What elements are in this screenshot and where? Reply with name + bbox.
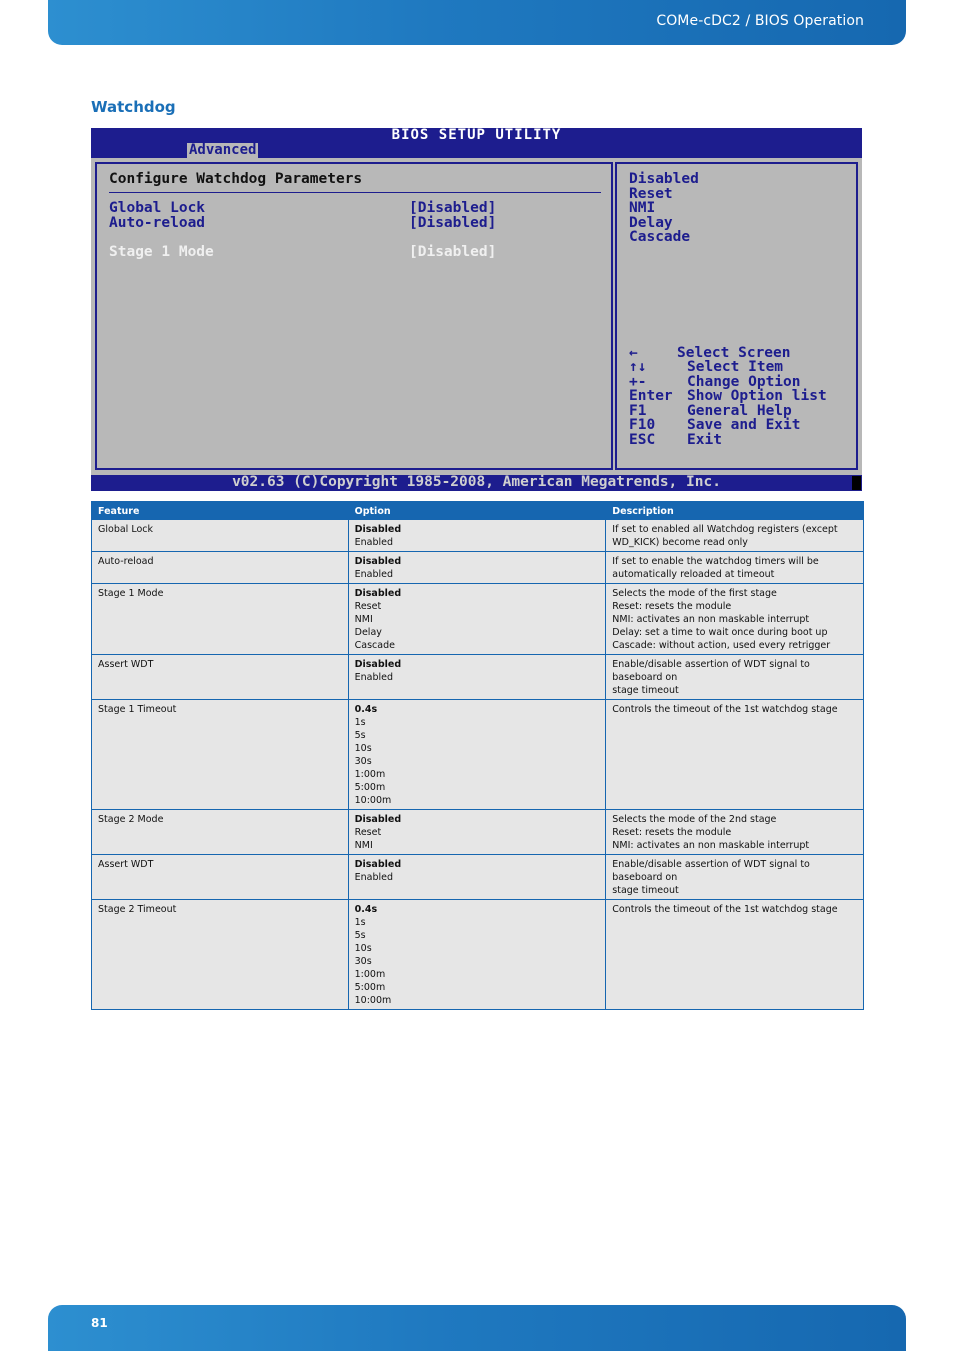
- description-line: If set to enabled all Watchdog registers (except: [612, 524, 838, 535]
- option-cell: [348, 900, 606, 1010]
- tab-advanced[interactable]: Advanced: [189, 142, 257, 158]
- feature-name: Stage 2 Mode: [98, 814, 164, 825]
- bios-title: BIOS SETUP UTILITY: [391, 127, 562, 143]
- description-cell: [606, 900, 864, 1010]
- option-value: 30s: [354, 956, 372, 967]
- feature-name: Stage 1 Mode: [98, 588, 164, 599]
- table-header-row: [92, 502, 864, 520]
- option-value: 10:00m: [354, 995, 392, 1006]
- description-cell: [606, 584, 864, 655]
- option-value: Delay: [354, 627, 382, 638]
- option-value: 5s: [354, 730, 366, 741]
- option-value: Reset: [354, 601, 382, 612]
- column-header-feature: Feature: [92, 502, 349, 520]
- table-row: [92, 700, 864, 810]
- feature-cell: [92, 900, 349, 1010]
- option-value: 5:00m: [354, 982, 386, 993]
- option-cell: [348, 584, 606, 655]
- description-line: Reset: resets the module: [612, 827, 732, 838]
- option-value: Reset: [354, 827, 382, 838]
- key-enter: Enter: [629, 388, 673, 404]
- option-value: 1:00m: [354, 769, 386, 780]
- option-value: NMI: [354, 840, 373, 851]
- option-value: Enabled: [354, 569, 394, 580]
- option-nmi[interactable]: NMI: [629, 200, 656, 216]
- description-line: NMI: activates an non maskable interrupt: [612, 614, 810, 625]
- column-header-option: Option: [348, 502, 606, 520]
- description-line: Controls the timeout of the 1st watchdog stage: [612, 904, 838, 915]
- text-cursor: [852, 476, 861, 490]
- feature-cell: [92, 855, 349, 900]
- option-delay[interactable]: Delay: [629, 215, 673, 231]
- option-cell: [348, 810, 606, 855]
- setting-stage1-mode-value[interactable]: [Disabled]: [409, 244, 497, 260]
- option-value: 5s: [354, 930, 366, 941]
- option-cell: [348, 552, 606, 584]
- description-line: Enable/disable assertion of WDT signal to baseboard on: [612, 659, 810, 683]
- key-help-show-option-list: Show Option list: [687, 388, 827, 404]
- table-row: [92, 810, 864, 855]
- feature-name: Auto-reload: [98, 556, 154, 567]
- page-number: 81: [91, 1316, 108, 1330]
- description-cell: [606, 855, 864, 900]
- table-row: [92, 584, 864, 655]
- bios-separator: [109, 192, 601, 193]
- description-line: Selects the mode of the 2nd stage: [612, 814, 777, 825]
- description-line: Controls the timeout of the 1st watchdog stage: [612, 704, 838, 715]
- description-line: Enable/disable assertion of WDT signal to baseboard on: [612, 859, 810, 883]
- description-line: NMI: activates an non maskable interrupt: [612, 840, 810, 851]
- option-value: NMI: [354, 614, 373, 625]
- bios-header: [91, 128, 862, 158]
- description-line: If set to enable the watchdog timers will be: [612, 556, 819, 567]
- header-banner: [48, 0, 906, 45]
- footer-banner: [48, 1305, 906, 1351]
- feature-cell: [92, 552, 349, 584]
- description-line: Cascade: without action, used every retrigger: [612, 640, 831, 651]
- feature-cell: [92, 520, 349, 552]
- description-cell: [606, 700, 864, 810]
- feature-name: Assert WDT: [98, 859, 154, 870]
- watchdog-options-table: [91, 501, 864, 1010]
- setting-stage1-mode-label[interactable]: Stage 1 Mode: [109, 244, 214, 260]
- key-help-select-screen: Select Screen: [677, 345, 791, 361]
- description-cell: [606, 655, 864, 700]
- feature-cell: [92, 584, 349, 655]
- option-value: 10s: [354, 743, 372, 754]
- description-line: Reset: resets the module: [612, 601, 732, 612]
- setting-global-lock-value[interactable]: [Disabled]: [409, 200, 497, 216]
- key-esc: ESC: [629, 432, 656, 448]
- option-cell: [348, 655, 606, 700]
- bios-settings-panel: [95, 162, 613, 470]
- bios-panel-title: Configure Watchdog Parameters: [109, 171, 363, 187]
- option-value: 1s: [354, 917, 366, 928]
- description-line: stage timeout: [612, 685, 679, 696]
- default-option: 0.4s: [354, 904, 378, 915]
- feature-name: Assert WDT: [98, 659, 154, 670]
- key-f10: F10: [629, 417, 656, 433]
- default-option: Disabled: [354, 524, 402, 535]
- option-cell: [348, 855, 606, 900]
- description-line: Delay: set a time to wait once during boot up: [612, 627, 828, 638]
- section-heading: Watchdog: [91, 98, 176, 116]
- key-help-exit: Exit: [687, 432, 722, 448]
- description-line: stage timeout: [612, 885, 679, 896]
- option-value: 30s: [354, 756, 372, 767]
- description-line: automatically reloaded at timeout: [612, 569, 775, 580]
- table-row: [92, 655, 864, 700]
- option-cell: [348, 700, 606, 810]
- option-reset[interactable]: Reset: [629, 186, 673, 202]
- option-value: Enabled: [354, 537, 394, 548]
- description-cell: [606, 552, 864, 584]
- table-body: [92, 520, 864, 1010]
- option-value: 10:00m: [354, 795, 392, 806]
- bios-screenshot: [91, 128, 862, 491]
- bios-copyright: v02.63 (C)Copyright 1985-2008, American Megatrends, Inc.: [232, 474, 721, 490]
- feature-cell: [92, 700, 349, 810]
- option-value: Cascade: [354, 640, 395, 651]
- key-help-general-help: General Help: [687, 403, 792, 419]
- default-option: Disabled: [354, 814, 402, 825]
- key-arrows-updown-icon: ↑↓: [629, 359, 647, 375]
- feature-cell: [92, 655, 349, 700]
- feature-name: Global Lock: [98, 524, 153, 535]
- feature-name: Stage 1 Timeout: [98, 704, 177, 715]
- key-f1: F1: [629, 403, 647, 419]
- table-row: [92, 900, 864, 1010]
- key-plus-minus: +-: [629, 374, 647, 390]
- description-cell: [606, 520, 864, 552]
- default-option: 0.4s: [354, 704, 378, 715]
- setting-auto-reload-label[interactable]: Auto-reload: [109, 215, 206, 231]
- feature-name: Stage 2 Timeout: [98, 904, 177, 915]
- option-cascade[interactable]: Cascade: [629, 229, 691, 245]
- option-cell: [348, 520, 606, 552]
- option-value: 1s: [354, 717, 366, 728]
- option-value: 10s: [354, 943, 372, 954]
- description-line: Selects the mode of the first stage: [612, 588, 777, 599]
- column-header-description: Description: [606, 502, 864, 520]
- description-cell: [606, 810, 864, 855]
- key-arrow-left-icon: ←: [629, 345, 638, 361]
- key-help-change-option: Change Option: [687, 374, 801, 390]
- key-help-select-item: Select Item: [687, 359, 784, 375]
- table-row: [92, 520, 864, 552]
- bios-footer: [91, 475, 862, 491]
- option-value: Enabled: [354, 872, 394, 883]
- bios-help-panel: [615, 162, 858, 470]
- setting-global-lock-label[interactable]: Global Lock: [109, 200, 206, 216]
- feature-cell: [92, 810, 349, 855]
- default-option: Disabled: [354, 556, 402, 567]
- option-value: Enabled: [354, 672, 394, 683]
- default-option: Disabled: [354, 859, 402, 870]
- document-title: COMe-cDC2 / BIOS Operation: [656, 13, 864, 29]
- default-option: Disabled: [354, 659, 402, 670]
- option-value: 1:00m: [354, 969, 386, 980]
- table-row: [92, 552, 864, 584]
- table-row: [92, 855, 864, 900]
- description-line: WD_KICK) become read only: [612, 537, 748, 548]
- setting-auto-reload-value[interactable]: [Disabled]: [409, 215, 497, 231]
- key-help-save-and-exit: Save and Exit: [687, 417, 801, 433]
- default-option: Disabled: [354, 588, 402, 599]
- option-value: 5:00m: [354, 782, 386, 793]
- option-disabled[interactable]: Disabled: [629, 171, 699, 187]
